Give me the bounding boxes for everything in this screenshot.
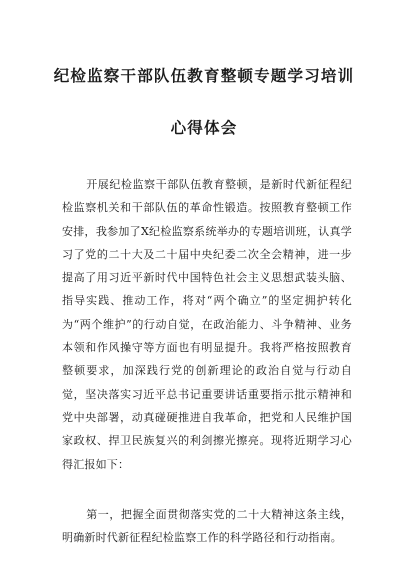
body-paragraph-1: 开展纪检监察干部队伍教育整顿，是新时代新征程纪检监察机关和干部队伍的革命性锻造。按照教育整顿工作安排，我参加了X纪检监察系统举办的专题培训班，认真学习了党的二十大及二十届中央纪委二次全会精神，进一步提高了用习近平新时代中国特色社会主义思想武装头脑、指导实践、推动工作，将对“两个确立”的坚定拥护转化为“两个维护”的行动自觉，在政治能力、斗争精神、业务本领和作风操守等方面也有明显提升。我将严格按照教育整顿要求，加深践行党的创新理论的政治自觉与行动自觉，坚决落实习近平总书记重要讲话重要指示批示精神和党中央部署，动真碰硬推进自我革命，把党和人民维护国家政权、捍卫民族复兴的利剑擦光擦亮。现将近期学习心得汇报如下： — [62, 178, 352, 471]
document-title: 纪检监察干部队伍教育整顿专题学习培训 — [53, 67, 355, 85]
document-subtitle: 心得体会 — [170, 119, 238, 137]
body-paragraph-2: 第一，把握全面贯彻落实党的二十大精神这条主线，明确新时代新征程纪检监察工作的科学路径和行动指南。 — [62, 508, 352, 545]
